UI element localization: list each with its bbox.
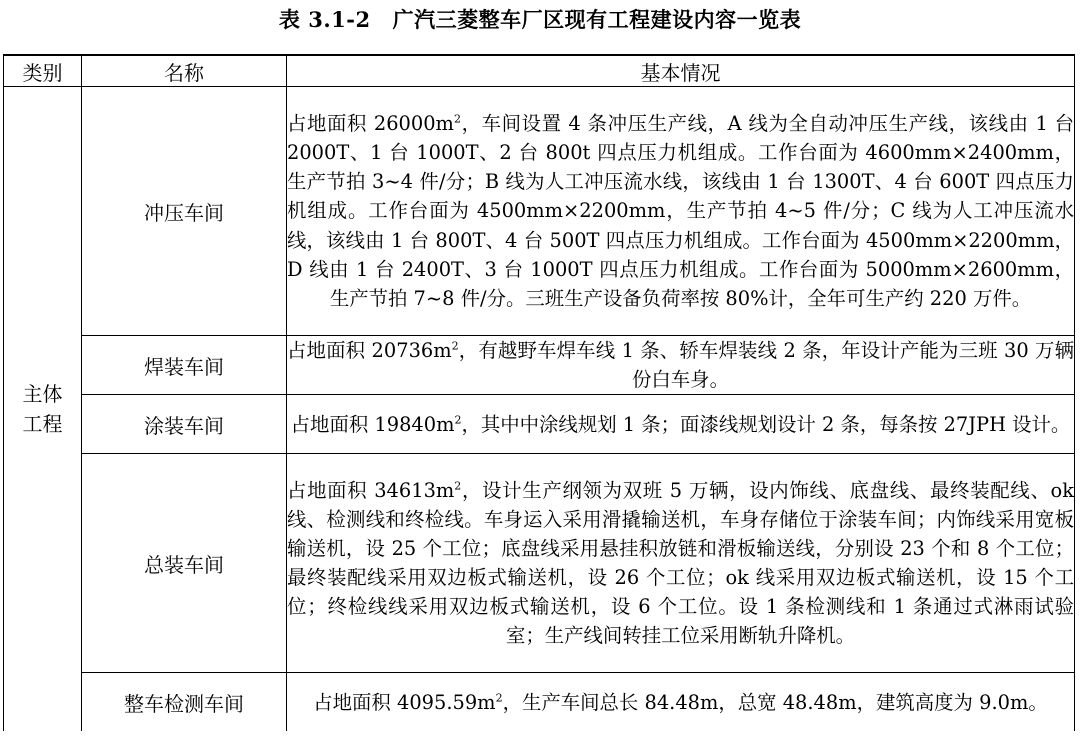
header-name: 名称 [82, 55, 287, 87]
workshop-info: 占地面积 $34613m^2$，设计生产纲领为双班 5 万辆，设内饰线、底盘线、最终装配线、ok 线、检测线和终检线。车身运入采用滑撬输送机，车身存储位于涂装车间；内饰线采用宽板输送机，设 25 个工位；底盘线采用悬挂积放链和滑板输送线，分别设 23 个和 8 个工位；最终装配线采用双边板式输送机，设 26 个工位；ok 线采用双边板式输送机，设 15 个工位；终检线线采用双边板式输送机，设 6 个工位。设 1 条检测线和 1 条通过式淋雨试验室；生产线间转挂工位采用断轨升降机。 [287, 454, 1075, 673]
workshop-info: 占地面积 $20736m^2$，有越野车焊车线 1 条、轿车焊装线 2 条，年设计产能为三班 30 万辆份白车身。 [287, 336, 1075, 395]
category-label: 主体 工程 [22, 382, 63, 437]
workshop-name: 整车检测车间 [82, 673, 287, 732]
header-row [4, 55, 1075, 87]
table-row [4, 87, 1075, 336]
header-category: 类别 [4, 55, 82, 87]
workshop-name: 冲压车间 [82, 87, 287, 336]
table-row [4, 673, 1075, 732]
project-table [3, 54, 1075, 731]
table-title: 广汽三菱整车厂区现有工程建设内容一览表 [392, 7, 802, 32]
workshop-info: 占地面积 $4095.59m^2$，生产车间总长 84.48m，总宽 48.48m，建筑高度为 9.0m。 [287, 673, 1075, 732]
table-row [4, 454, 1075, 673]
workshop-info: 占地面积 $26000m^2$，车间设置 4 条冲压生产线，A 线为全自动冲压生产线，该线由 1 台 2000T、1 台 1000T、2 台 800t 四点压力机组成。工作台面为 4600mm×2400mm，生产节拍 3~4 件/分；B 线为人工冲压流水线，该线由 1 台 1300T、4 台 600T 四点压力机组成。工作台面为 4500mm×2200mm，生产节拍 4~5 件/分；C 线为人工冲压流水线，该线由 1 台 800T、4 台 500T 四点压力机组成。工作台面为 4500mm×2200mm，D 线由 1 台 2400T、3 台 1000T 四点压力机组成。工作台面为 5000mm×2600mm，生产节拍 7~8 件/分。三班生产设备负荷率按 80%计，全年可生产约 220 万件。 [287, 87, 1075, 336]
table-caption [0, 4, 1080, 34]
workshop-name: 总装车间 [82, 454, 287, 673]
workshop-name: 焊装车间 [82, 336, 287, 395]
category-cell [4, 87, 82, 732]
table-number: 表 3.1-2 [278, 7, 371, 32]
workshop-info: 占地面积 $19840m^2$，其中中涂线规划 1 条；面漆线规划设计 2 条，每条按 27JPH 设计。 [287, 395, 1075, 454]
workshop-name: 涂装车间 [82, 395, 287, 454]
table-row [4, 395, 1075, 454]
table-row [4, 336, 1075, 395]
header-info: 基本情况 [287, 55, 1075, 87]
